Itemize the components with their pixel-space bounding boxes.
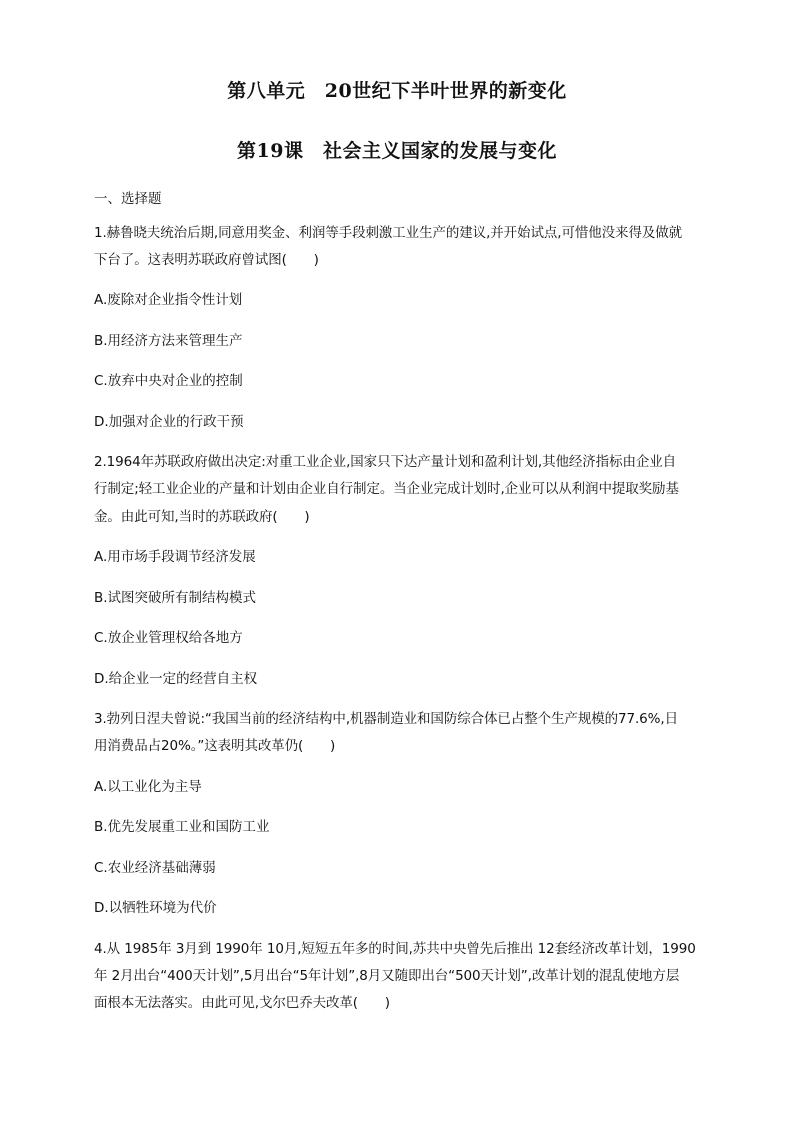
option-c: C.放企业管理权给各地方 bbox=[94, 630, 243, 646]
question-stem-line: 年 2月出台“400天计划”,5月出台“5年计划”,8月又随即出台“500天计划”,改革计划的混乱使地方层 bbox=[94, 968, 680, 984]
option-a: A.以工业化为主导 bbox=[94, 779, 202, 795]
question-stem-line: 面根本无法落实。由此可见,戈尔巴乔夫改革( ) bbox=[94, 995, 390, 1011]
option-c: C.农业经济基础薄弱 bbox=[94, 860, 216, 876]
question-stem-line: 3.勃列日涅夫曾说:“我国当前的经济结构中,机器制造业和国防综合体已占整个生产规模的77.6%,日 bbox=[94, 711, 678, 727]
question-stem-line: 金。由此可知,当时的苏联政府( ) bbox=[94, 509, 310, 525]
question-stem-line: 4.从 1985年 3月到 1990年 10月,短短五年多的时间,苏共中央曾先后推出 12套经济改革计划，1990 bbox=[94, 941, 696, 957]
lesson-title: 第19课 社会主义国家的发展与变化 bbox=[237, 140, 557, 162]
option-b: B.优先发展重工业和国防工业 bbox=[94, 819, 270, 835]
question-stem-line: 2.1964年苏联政府做出决定:对重工业企业,国家只下达产量计划和盈利计划,其他经济指标由企业自 bbox=[94, 454, 677, 470]
option-a: A.废除对企业指令性计划 bbox=[94, 292, 243, 308]
option-b: B.试图突破所有制结构模式 bbox=[94, 590, 257, 606]
option-a: A.用市场手段调节经济发展 bbox=[94, 549, 256, 565]
option-c: C.放弃中央对企业的控制 bbox=[94, 373, 243, 389]
question-stem-line: 下台了。这表明苏联政府曾试图( ) bbox=[94, 252, 319, 268]
question-stem-line: 1.赫鲁晓夫统治后期,同意用奖金、利润等手段刺激工业生产的建议,并开始试点,可惜他没来得及做就 bbox=[94, 225, 683, 241]
question-stem-line: 行制定;轻工业企业的产量和计划由企业自行制定。当企业完成计划时,企业可以从利润中提取奖励基 bbox=[94, 481, 679, 497]
section-heading: 一、选择题 bbox=[94, 191, 162, 207]
option-d: D.以牺牲环境为代价 bbox=[94, 900, 217, 916]
option-d: D.加强对企业的行政干预 bbox=[94, 414, 244, 430]
option-d: D.给企业一定的经营自主权 bbox=[94, 671, 258, 687]
unit-title: 第八单元 20世纪下半叶世界的新变化 bbox=[227, 80, 567, 102]
option-b: B.用经济方法来管理生产 bbox=[94, 333, 243, 349]
question-stem-line: 用消费品占20%。”这表明其改革仍( ) bbox=[94, 738, 336, 754]
